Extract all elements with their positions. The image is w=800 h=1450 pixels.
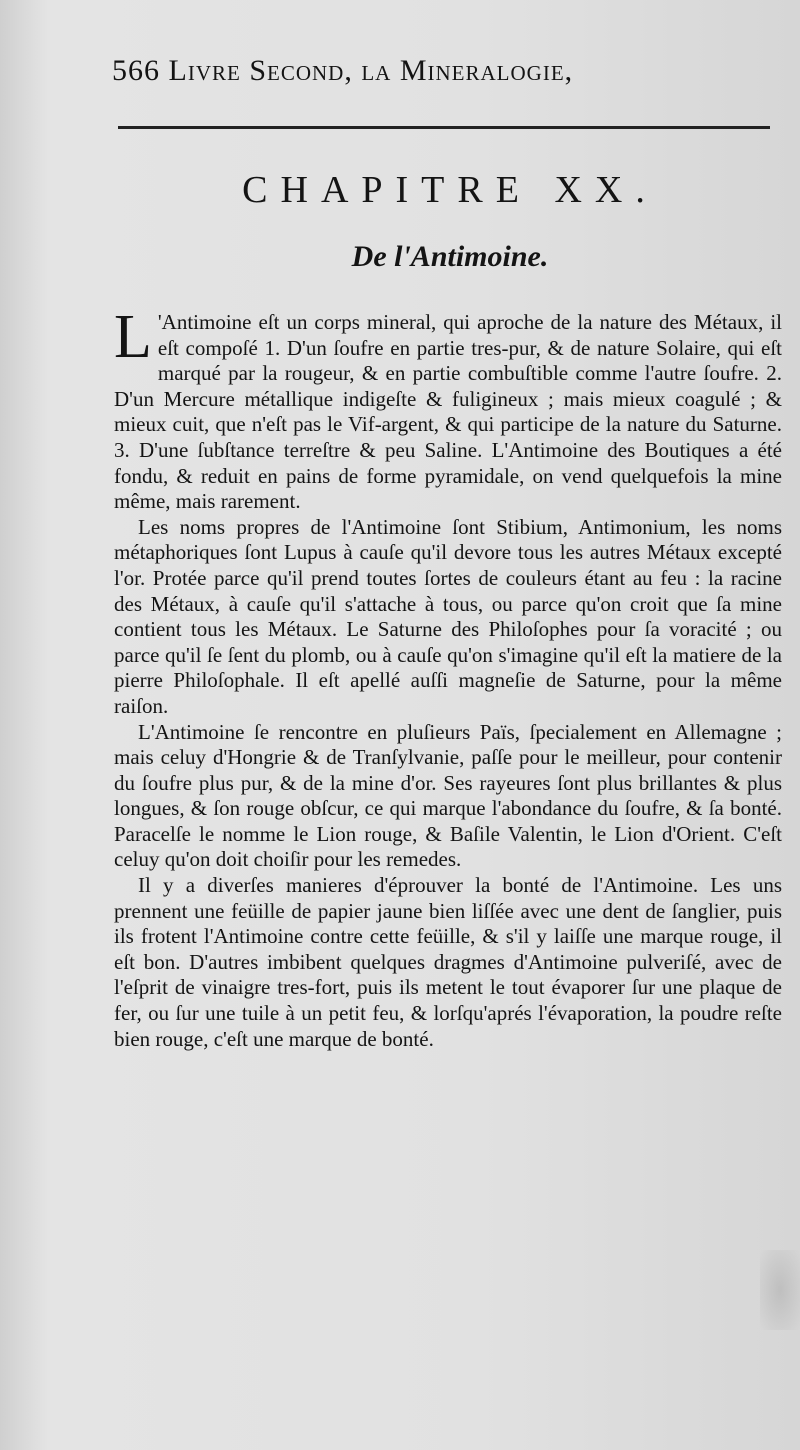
paragraph-text: Il y a diverſes manieres d'éprouver la bonté de l'Antimoine. Les uns prennent une feüille de papier jaune bien liſſée avec une dent de ſanglier, puis ils frotent l'Antimoine contre cette feüille, & s'il y laiſſe une marque rouge, il eſt bon. D'autres imbibent quelques dragmes d'Antimoine pulveriſé, avec de l'eſprit de vinaigre tres-fort, puis ils metent le tout évaporer ſur une plaque de fer, ou ſur une tuile à un petit feu, & lorſqu'aprés l'évaporation, la poudre reſte bien rouge, c'eſt une marque de bonté. (114, 873, 782, 1051)
body-text (114, 303, 782, 1052)
paragraph-4 (114, 873, 782, 1052)
paragraph-text: Les noms propres de l'Antimoine ſont Stibium, Antimonium, les noms métaphoriques ſont Lupus à cauſe qu'il devore tous les autres Métaux excepté l'or. Protée parce qu'il prend toutes ſortes de couleurs étant au feu : la racine des Métaux, à cauſe qu'il s'attache à tous, ou parce qu'on croit que ſa mine contient tous les Métaux. Le Saturne des Philoſophes pour ſa voracité ; ou parce qu'il ſe ſent du plomb, ou à cauſe qu'on s'imagine qu'il eſt la matiere de la pierre Philoſophale. Il eſt apellé auſſi magneſie de Saturne, pour la même raiſon. (114, 514, 782, 718)
paragraph-3 (114, 720, 782, 874)
header-rule (118, 126, 770, 129)
running-head (112, 54, 772, 88)
paragraph-1 (114, 303, 782, 515)
paragraph-text: L'Antimoine ſe rencontre en pluſieurs Païs, ſpecialement en Allemagne ; mais celuy d'Hongrie & de Tranſylvanie, paſſe pour le meilleur, pour contenir du ſoufre plus pur, & de la mine d'or. Ses rayeures ſont plus brillantes & plus longues, & ſon rouge obſcur, ce qui marque l'abondance du ſoufre, & ſa bonté. Paracelſe le nomme le Lion rouge, & Baſile Valentin, le Lion d'Orient. C'eſt celuy qu'on doit choiſir pour les remedes. (114, 719, 782, 872)
paragraph-2 (114, 515, 782, 720)
chapter-title: CHAPITRE XX. (242, 169, 658, 211)
drop-cap: L (114, 303, 152, 371)
page-number: 566 (112, 54, 160, 87)
paragraph-text: 'Antimoine eſt un corps mineral, qui aproche de la nature des Métaux, il eſt compoſé 1. D'un ſoufre en partie tres-pur, & de nature Solaire, qui eſt marqué par la rougeur, & en partie combuſtible comme l'autre ſoufre. 2. D'un Mercure métallique indigeſte & fuligineux ; mais mieux coagulé ; & mieux cuit, que n'eſt pas le Vif-argent, & qui participe de la nature du Saturne. 3. D'une ſubſtance terreſtre & peu Saline. L'Antimoine des Boutiques a été fondu, & reduit en pains de forme pyramidale, on vend quelquefois la mine même, mais rarement. (114, 310, 782, 514)
chapter-subtitle: De l'Antimoine. (351, 240, 549, 273)
show-through-stain (760, 1250, 800, 1330)
running-title: Livre Second, la Mineralogie, (168, 54, 574, 87)
